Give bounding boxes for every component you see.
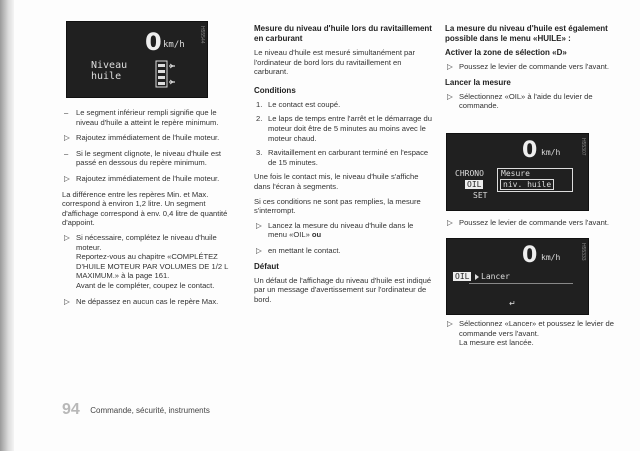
right-column-mid: [445, 218, 625, 234]
right-column-bottom: [445, 319, 625, 354]
list-item: [62, 108, 240, 127]
condition-text: Le laps de temps entre l'arrêt et le démarrage du moteur doit être de 5 minutes au moins avec le moteur chaud.: [268, 114, 432, 143]
list-item: [254, 246, 432, 256]
list-item: [445, 92, 625, 111]
emphasis-text: ou: [311, 230, 322, 240]
arrow-marker-icon: ▷: [64, 232, 70, 242]
dash-marker: –: [64, 148, 69, 158]
arrow-marker-icon: ▷: [447, 91, 453, 101]
condition-text: Ravitaillement en carburant terminé en l'espace de 15 minutes.: [268, 148, 429, 167]
launch-option: Lancer: [481, 272, 510, 281]
item-number: 2.: [256, 114, 263, 124]
separator-line: [469, 283, 573, 284]
launch-display: [446, 238, 589, 315]
oil-level-display: [66, 21, 208, 98]
menu-item-oil: OIL: [467, 180, 482, 189]
menu-display: [446, 133, 589, 211]
speed-unit: km/h: [541, 148, 561, 157]
list-item-text: Si le segment clignote, le niveau d'huile est passé en dessous du repère minimum.: [76, 148, 221, 168]
right-column: [445, 24, 625, 117]
figure-code: H55333: [580, 243, 586, 261]
list-item-text: Rajoutez immédiatement de l'huile moteur.: [76, 133, 220, 143]
list-item: [445, 62, 625, 72]
capacity-paragraph: La différence entre les repères Min. et Max. correspond à environ 1,2 litre. Un segment d'affichage correspond à env. 0,4 litre de quantité d'appoint.: [62, 189, 228, 228]
submenu-option: Mesure: [501, 169, 530, 178]
speed-value: 0: [522, 138, 538, 163]
figure-code: H55544: [199, 26, 205, 44]
arrow-marker-icon: ▷: [447, 218, 453, 227]
oil-level-gauge-icon: [155, 60, 177, 88]
defaut-paragraph: Un défaut de l'affichage du niveau d'huile est indiqué par un message d'avertissement sur l'ordinateur de bord.: [254, 275, 432, 304]
oil-tag: OIL: [455, 272, 470, 281]
left-column: [62, 108, 240, 312]
speed-unit: km/h: [163, 40, 185, 50]
dash-marker: –: [64, 108, 69, 117]
menu-item-chrono: CHRONO: [455, 169, 484, 178]
display-line2: huile: [91, 71, 122, 82]
arrow-marker-icon: ▷: [447, 319, 453, 328]
list-item-text: Reportez-vous au chapitre «COMPLÉTEZ D'HUILE MOTEUR PAR VOLUMES DE 1/2 L MAXIMUM.» à la page 161.: [76, 252, 229, 281]
return-arrow-icon: ↵: [509, 299, 516, 308]
condition-item: [254, 100, 432, 110]
play-icon: [475, 274, 479, 280]
condition-item: [254, 148, 432, 167]
list-item: [62, 233, 240, 291]
speed-value: 0: [522, 243, 538, 268]
list-item-text: Sélectionnez «Lancer» et poussez le levier de commande vers l'avant.: [459, 319, 614, 338]
list-item: [62, 297, 240, 307]
list-item-text: Sélectionnez «OIL» à l'aide du levier de commande.: [459, 91, 593, 111]
subheading: Activer la zone de sélection «D»: [445, 48, 567, 57]
list-item: [445, 319, 625, 348]
list-item-text: en mettant le contact.: [268, 245, 341, 255]
arrow-marker-icon: ▷: [64, 133, 70, 143]
list-item: [254, 221, 432, 240]
subheading: Lancer la mesure: [445, 77, 511, 87]
paragraph: Une fois le contact mis, le niveau d'huile s'affiche dans l'écran à segments.: [254, 172, 419, 191]
display-line1: Niveau: [91, 60, 128, 71]
list-item-text: Poussez le levier de commande vers l'avant.: [459, 218, 610, 227]
condition-item: [254, 114, 432, 143]
list-item: [62, 149, 240, 168]
defaut-heading: Défaut: [254, 261, 279, 271]
arrow-marker-icon: ▷: [256, 220, 262, 230]
section-heading: La mesure du niveau d'huile est également possible dans le menu «HUILE» :: [445, 24, 608, 43]
chapter-title: Commande, sécurité, instruments: [90, 405, 210, 415]
submenu-option-selected: niv. huile: [500, 179, 554, 190]
speed-unit: km/h: [541, 253, 561, 262]
list-item-text: Lancez la mesure du niveau d'huile dans le menu «OIL»: [268, 220, 414, 240]
arrow-marker-icon: ▷: [64, 173, 70, 183]
list-item-text: Si nécessaire, complétez le niveau d'huile moteur.: [76, 232, 217, 252]
list-item-text: Ne dépassez en aucun cas le repère Max.: [76, 296, 219, 306]
item-number: 1.: [256, 99, 263, 109]
figure-code: H55307: [580, 138, 586, 156]
list-item-text: La mesure est lancée.: [459, 338, 534, 348]
page-binding-shadow: [0, 0, 14, 451]
arrow-marker-icon: ▷: [256, 245, 262, 255]
page-footer: [62, 401, 210, 419]
section-heading: Mesure du niveau d'huile lors du ravitaillement en carburant: [254, 24, 432, 43]
speed-value: 0: [145, 28, 162, 56]
list-item: [62, 133, 240, 143]
page-number: 94: [62, 401, 80, 418]
list-item-text: Le segment inférieur rempli signifie que le niveau d'huile a atteint le repère minimum.: [76, 108, 219, 127]
menu-item-set: SET: [473, 191, 488, 200]
arrow-marker-icon: ▷: [447, 62, 453, 71]
middle-column: [254, 24, 432, 309]
intro-paragraph: Le niveau d'huile est mesuré simultanément par l'ordinateur de bord lors du ravitaillement en carburant.: [254, 48, 416, 77]
item-number: 3.: [256, 148, 263, 158]
list-item-text: Avant de le compléter, coupez le contact.: [76, 280, 215, 290]
list-item-text: Poussez le levier de commande vers l'avant.: [459, 62, 610, 71]
list-item: [62, 174, 240, 184]
arrow-marker-icon: ▷: [64, 296, 70, 306]
list-item-text: Rajoutez immédiatement de l'huile moteur.: [76, 173, 220, 183]
conditions-heading: Conditions: [254, 85, 296, 95]
condition-text: Le contact est coupé.: [268, 99, 341, 109]
list-item: [445, 218, 625, 228]
paragraph: Si ces conditions ne sont pas remplies, la mesure s'interrompt.: [254, 196, 421, 216]
